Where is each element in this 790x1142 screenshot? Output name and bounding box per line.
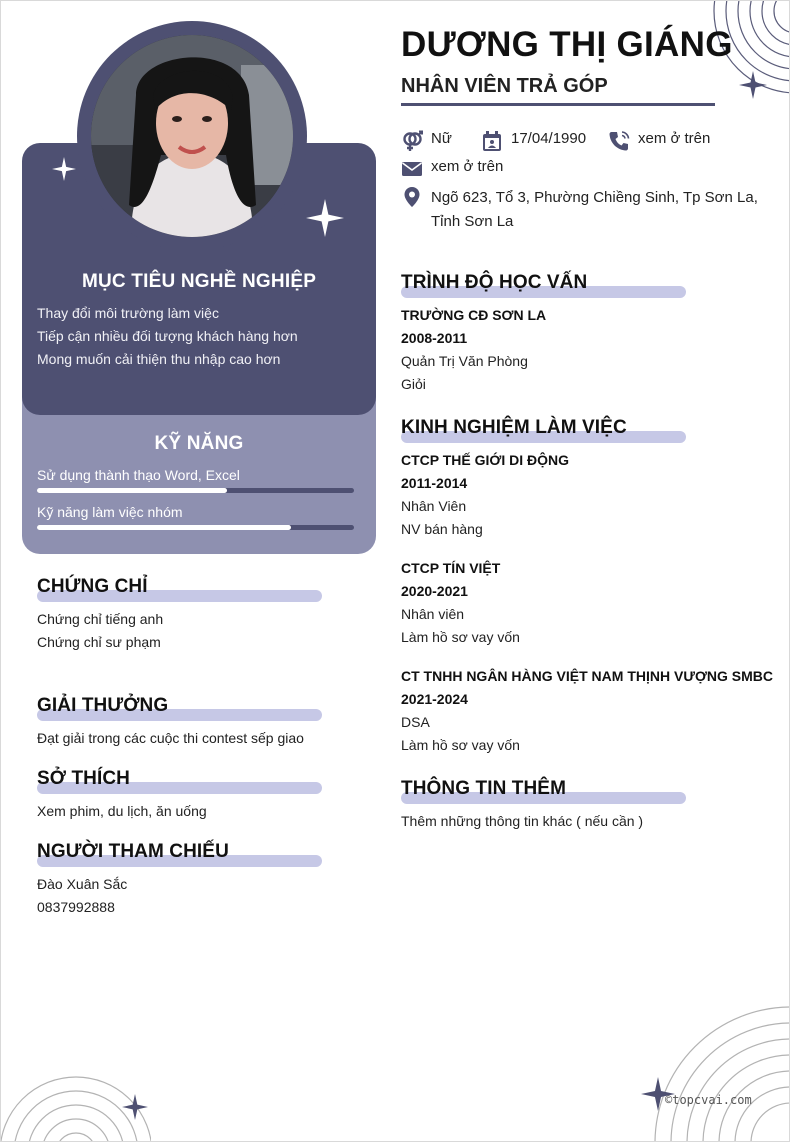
job-position: Nhân viên — [401, 606, 465, 622]
hobbies-heading — [37, 768, 130, 790]
hobbies-title: SỞ THÍCH — [37, 768, 131, 789]
sparkle-icon — [739, 71, 767, 99]
calendar-icon — [481, 130, 503, 152]
job-description: Làm hồ sơ vay vốn — [401, 629, 520, 645]
watermark: ©topcvai.com — [665, 1093, 752, 1107]
award-item: Đạt giải trong các cuộc thi contest sếp giao — [37, 730, 304, 746]
education-grade: Giỏi — [401, 376, 426, 392]
objective-line: Thay đổi môi trường làm việc — [37, 305, 219, 321]
job-period: 2021-2024 — [401, 691, 468, 707]
certificate-item: Chứng chỉ sư phạm — [37, 634, 161, 650]
reference-phone: 0837992888 — [37, 899, 115, 915]
skill-label: Kỹ năng làm việc nhóm — [37, 504, 183, 520]
gender-icon — [401, 130, 423, 152]
job-company: CTCP TÍN VIỆT — [401, 560, 501, 576]
address-value — [431, 186, 758, 234]
skill-label: Sử dụng thành thạo Word, Excel — [37, 467, 240, 483]
job-company: CTCP THẾ GIỚI DI ĐỘNG — [401, 452, 570, 468]
school-name: TRƯỜNG CĐ SƠN LA — [401, 307, 547, 323]
job-period: 2020-2021 — [401, 583, 468, 599]
skill-bar — [37, 488, 354, 493]
objective-line: Mong muốn cải thiện thu nhập cao hơn — [37, 351, 281, 367]
avatar — [91, 35, 293, 237]
extra-text: Thêm những thông tin khác ( nếu cần ) — [401, 813, 644, 829]
hobby-item: Xem phim, du lịch, ăn uống — [37, 803, 207, 819]
education-period: 2008-2011 — [401, 330, 468, 346]
skills-title: KỸ NĂNG — [154, 433, 244, 454]
title-underline — [401, 103, 715, 106]
contact-address — [401, 186, 771, 234]
email-value: xem ở trên — [431, 158, 504, 175]
candidate-name: DƯƠNG THỊ GIÁNG — [401, 25, 733, 64]
birthday-value: 17/04/1990 — [511, 130, 587, 147]
sparkle-icon — [306, 199, 344, 237]
references-title: NGƯỜI THAM CHIẾU — [37, 841, 229, 862]
contact-birthday — [481, 130, 586, 152]
job-description: Làm hồ sơ vay vốn — [401, 737, 520, 753]
experience-title: KINH NGHIỆM LÀM VIỆC — [401, 417, 627, 438]
references-heading — [37, 841, 229, 863]
sparkle-icon — [122, 1094, 148, 1120]
contact-gender — [401, 130, 452, 152]
certificate-item: Chứng chỉ tiếng anh — [37, 611, 164, 627]
reference-name: Đào Xuân Sắc — [37, 876, 128, 892]
sparkle-icon — [52, 157, 76, 181]
awards-title: GIẢI THƯỞNG — [37, 695, 169, 716]
job-position: DSA — [401, 714, 430, 730]
education-title: TRÌNH ĐỘ HỌC VẤN — [401, 272, 588, 293]
decorative-arcs-bottom-right — [641, 971, 790, 1142]
location-icon — [401, 186, 423, 208]
contact-phone — [608, 130, 710, 152]
phone-value: xem ở trên — [638, 130, 711, 147]
objective-title: MỤC TIÊU NGHỀ NGHIỆP — [81, 271, 317, 292]
certificates-title: CHỨNG CHỈ — [37, 576, 148, 597]
certificates-heading — [37, 576, 148, 598]
education-heading — [401, 272, 587, 294]
address-line: Tỉnh Sơn La — [431, 213, 514, 230]
gender-value: Nữ — [431, 130, 452, 147]
address-line: Ngõ 623, Tổ 3, Phường Chiềng Sinh, Tp Sơn La, — [431, 189, 758, 206]
job-description: NV bán hàng — [401, 521, 483, 537]
extra-heading — [401, 778, 566, 800]
skill-bar — [37, 525, 354, 530]
contact-email — [401, 158, 503, 180]
job-title: NHÂN VIÊN TRẢ GÓP — [401, 75, 608, 97]
job-period: 2011-2014 — [401, 475, 468, 491]
mail-icon — [401, 158, 423, 180]
education-major: Quản Trị Văn Phòng — [401, 353, 528, 369]
experience-heading — [401, 417, 627, 439]
job-company: CT TNHH NGÂN HÀNG VIỆT NAM THỊNH VƯỢNG SMBC — [401, 668, 773, 684]
skill-bar-fill — [37, 488, 227, 493]
awards-heading — [37, 695, 168, 717]
extra-title: THÔNG TIN THÊM — [401, 778, 566, 799]
objective-line: Tiếp cận nhiều đối tượng khách hàng hơn — [37, 328, 298, 344]
job-position: Nhân Viên — [401, 498, 467, 514]
phone-icon — [608, 130, 630, 152]
skill-bar-fill — [37, 525, 291, 530]
